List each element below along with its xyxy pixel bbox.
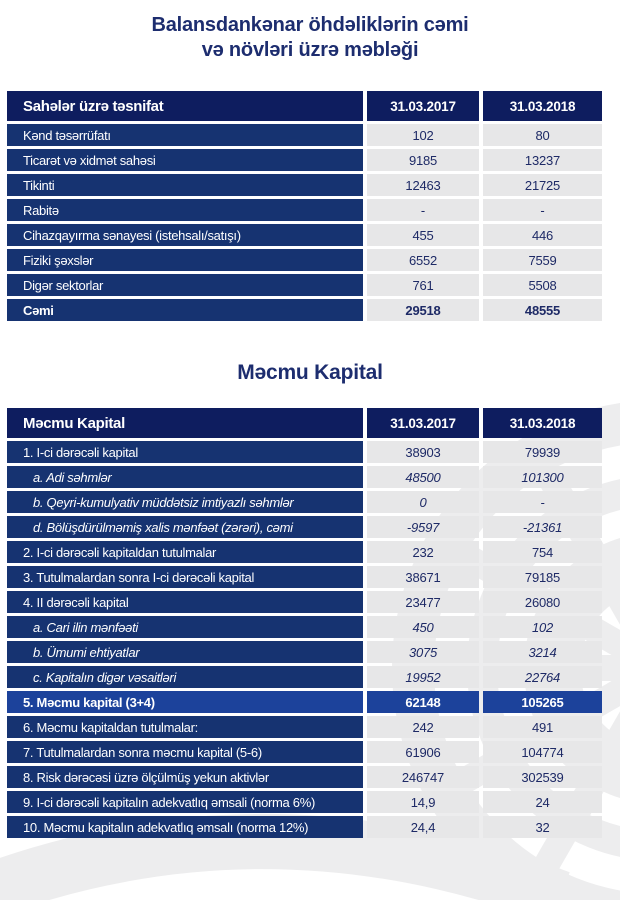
row-value-2017: 23477 [367, 591, 479, 613]
row-label: b. Qeyri-kumulyativ müddətsiz imtiyazlı səhmlər [7, 491, 363, 513]
table-row [7, 199, 602, 221]
row-value-2017: 242 [367, 716, 479, 738]
table-row [7, 124, 602, 146]
table-row [7, 491, 602, 513]
section-title: Məcmu Kapital [237, 361, 383, 384]
row-value-2018: 105265 [483, 691, 602, 713]
row-value-2017: 62148 [367, 691, 479, 713]
row-value-2018: 26080 [483, 591, 602, 613]
row-value-2018: 5508 [483, 274, 602, 296]
row-label: Tikinti [7, 174, 363, 196]
row-value-2018: 754 [483, 541, 602, 563]
row-label: 8. Risk dərəcəsi üzrə ölçülmüş yekun aktivlər [7, 766, 363, 788]
row-value-2018: 21725 [483, 174, 602, 196]
sectors-header-classification: Sahələr üzrə təsnifat [7, 91, 363, 121]
table-row [7, 741, 602, 763]
row-value-2017: 0 [367, 491, 479, 513]
row-label: 6. Məcmu kapitaldan tutulmalar: [7, 716, 363, 738]
row-value-2018: 79939 [483, 441, 602, 463]
row-label: 10. Məcmu kapitalın adekvatlıq əmsalı (norma 12%) [7, 816, 363, 838]
row-value-2018: 22764 [483, 666, 602, 688]
row-label: 2. I-ci dərəcəli kapitaldan tutulmalar [7, 541, 363, 563]
table-row [7, 816, 602, 838]
row-value-2017: 246747 [367, 766, 479, 788]
row-value-2017: 232 [367, 541, 479, 563]
table-row [7, 616, 602, 638]
row-value-2017: 455 [367, 224, 479, 246]
row-value-2017: 12463 [367, 174, 479, 196]
row-value-2017: 761 [367, 274, 479, 296]
row-label: a. Adi səhmlər [7, 466, 363, 488]
row-value-2017: 48500 [367, 466, 479, 488]
table-row [7, 274, 602, 296]
page-title-line1: Balansdankənar öhdəliklərin cəmi [151, 14, 469, 36]
row-value-2018: -21361 [483, 516, 602, 538]
row-label: Cəmi [7, 299, 363, 321]
table-row [7, 666, 602, 688]
row-value-2017: 14,9 [367, 791, 479, 813]
table-row [7, 641, 602, 663]
row-value-2017: 29518 [367, 299, 479, 321]
table-row [7, 766, 602, 788]
sectors-table [7, 91, 602, 321]
row-label: Cihazqayırma sənayesi (istehsalı/satışı) [7, 224, 363, 246]
table-row [7, 691, 602, 713]
row-value-2017: 102 [367, 124, 479, 146]
capital-table-header [7, 408, 602, 438]
capital-header-date-2017: 31.03.2017 [367, 408, 479, 438]
table-row [7, 149, 602, 171]
table-row [7, 174, 602, 196]
row-label: 4. II dərəcəli kapital [7, 591, 363, 613]
sectors-table-header [7, 91, 602, 121]
row-label: 1. I-ci dərəcəli kapital [7, 441, 363, 463]
row-label: Fiziki şəxslər [7, 249, 363, 271]
row-label: a. Cari ilin mənfəəti [7, 616, 363, 638]
row-value-2018: 24 [483, 791, 602, 813]
row-value-2018: 446 [483, 224, 602, 246]
row-label: 7. Tutulmalardan sonra məcmu kapital (5-6) [7, 741, 363, 763]
row-value-2018: 102 [483, 616, 602, 638]
row-value-2017: 9185 [367, 149, 479, 171]
row-value-2017: 450 [367, 616, 479, 638]
row-value-2018: - [483, 199, 602, 221]
table-row [7, 791, 602, 813]
row-value-2018: 101300 [483, 466, 602, 488]
row-value-2018: - [483, 491, 602, 513]
table-row [7, 441, 602, 463]
row-value-2018: 104774 [483, 741, 602, 763]
row-label: b. Ümumi ehtiyatlar [7, 641, 363, 663]
table-row [7, 516, 602, 538]
row-value-2018: 79185 [483, 566, 602, 588]
row-value-2017: 19952 [367, 666, 479, 688]
capital-header-date-2018: 31.03.2018 [483, 408, 602, 438]
row-value-2018: 302539 [483, 766, 602, 788]
row-value-2018: 3214 [483, 641, 602, 663]
row-value-2017: -9597 [367, 516, 479, 538]
page-title-line2: və növləri üzrə məbləği [201, 39, 419, 61]
capital-table [7, 408, 602, 838]
table-row [7, 716, 602, 738]
row-label: Rabitə [7, 199, 363, 221]
table-row [7, 299, 602, 321]
row-label: Digər sektorlar [7, 274, 363, 296]
table-row [7, 541, 602, 563]
row-label: Ticarət və xidmət sahəsi [7, 149, 363, 171]
table-row [7, 566, 602, 588]
table-row [7, 591, 602, 613]
row-value-2017: 38903 [367, 441, 479, 463]
sectors-header-date-2018: 31.03.2018 [483, 91, 602, 121]
row-value-2017: 3075 [367, 641, 479, 663]
page-title [0, 13, 620, 63]
row-label: 5. Məcmu kapital (3+4) [7, 691, 363, 713]
row-value-2018: 13237 [483, 149, 602, 171]
row-value-2018: 491 [483, 716, 602, 738]
row-value-2018: 48555 [483, 299, 602, 321]
report-page [0, 13, 620, 838]
row-label: c. Kapitalın digər vəsaitləri [7, 666, 363, 688]
row-value-2017: 24,4 [367, 816, 479, 838]
row-label: 3. Tutulmalardan sonra I-ci dərəcəli kapital [7, 566, 363, 588]
table-row [7, 466, 602, 488]
row-label: 9. I-ci dərəcəli kapitalın adekvatlıq əmsali (norma 6%) [7, 791, 363, 813]
row-value-2017: 61906 [367, 741, 479, 763]
row-value-2018: 80 [483, 124, 602, 146]
row-value-2018: 7559 [483, 249, 602, 271]
row-value-2017: - [367, 199, 479, 221]
row-value-2018: 32 [483, 816, 602, 838]
capital-header-title: Məcmu Kapital [7, 408, 363, 438]
row-value-2017: 38671 [367, 566, 479, 588]
sectors-header-date-2017: 31.03.2017 [367, 91, 479, 121]
row-label: d. Bölüşdürülməmiş xalis mənfəət (zərəri), cəmi [7, 516, 363, 538]
row-label: Kənd təsərrüfatı [7, 124, 363, 146]
table-row [7, 224, 602, 246]
table-row [7, 249, 602, 271]
row-value-2017: 6552 [367, 249, 479, 271]
